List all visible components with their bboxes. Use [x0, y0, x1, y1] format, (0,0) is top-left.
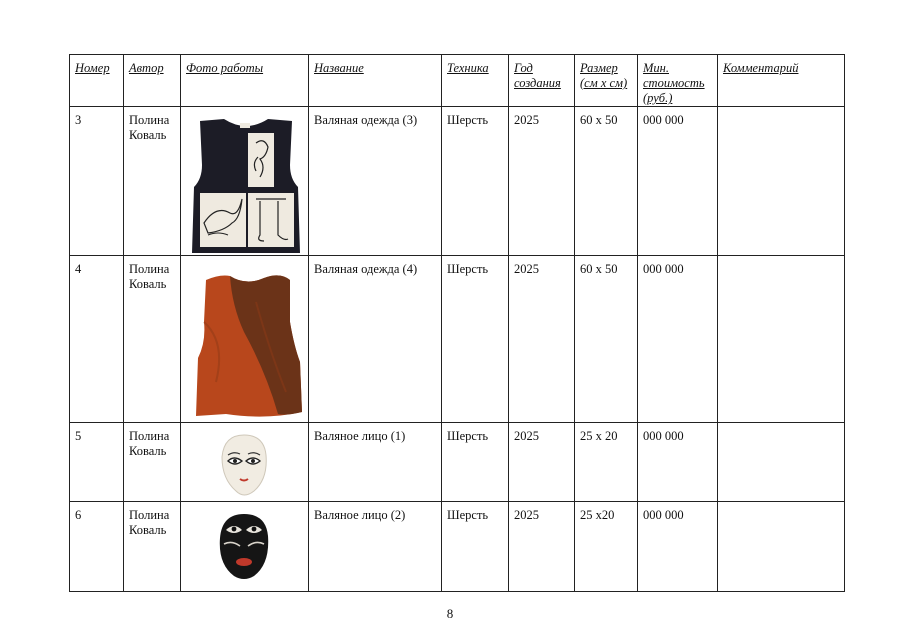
felted-face-white-icon — [214, 429, 274, 501]
cell-title: Валяное лицо (2) — [309, 502, 442, 592]
table-row — [70, 107, 845, 256]
cell-number: 3 — [70, 107, 124, 256]
felted-vest-black-white-icon — [186, 113, 306, 255]
cell-price: 000 000 — [638, 423, 718, 502]
header-author: Автор — [124, 55, 181, 107]
cell-photo — [181, 256, 309, 423]
table-row — [70, 502, 845, 592]
cell-size: 25 х 20 — [575, 423, 638, 502]
cell-photo — [181, 502, 309, 592]
header-technique: Техника — [442, 55, 509, 107]
felted-vest-orange-brown-icon — [186, 262, 312, 422]
cell-size: 25 х20 — [575, 502, 638, 592]
cell-year: 2025 — [509, 502, 575, 592]
cell-author: Полина Коваль — [124, 423, 181, 502]
cell-year: 2025 — [509, 107, 575, 256]
header-comment: Комментарий — [718, 55, 845, 107]
header-year: Год создания — [509, 55, 575, 107]
cell-technique: Шерсть — [442, 502, 509, 592]
cell-year: 2025 — [509, 423, 575, 502]
cell-price: 000 000 — [638, 107, 718, 256]
cell-author: Полина Коваль — [124, 502, 181, 592]
header-number: Номер — [70, 55, 124, 107]
cell-comment — [718, 423, 845, 502]
cell-number: 6 — [70, 502, 124, 592]
header-size: Размер (см х см) — [575, 55, 638, 107]
cell-comment — [718, 107, 845, 256]
felted-face-black-icon — [212, 508, 276, 584]
cell-author: Полина Коваль — [124, 256, 181, 423]
cell-size: 60 х 50 — [575, 256, 638, 423]
cell-title: Валяное лицо (1) — [309, 423, 442, 502]
cell-price: 000 000 — [638, 256, 718, 423]
header-title: Название — [309, 55, 442, 107]
cell-comment — [718, 256, 845, 423]
cell-comment — [718, 502, 845, 592]
header-photo: Фото работы — [181, 55, 309, 107]
cell-technique: Шерсть — [442, 256, 509, 423]
header-price: Мин. стоимость (руб.) — [638, 55, 718, 107]
cell-author: Полина Коваль — [124, 107, 181, 256]
cell-price: 000 000 — [638, 502, 718, 592]
page-number: 8 — [446, 606, 454, 621]
cell-title: Валяная одежда (3) — [309, 107, 442, 256]
cell-number: 4 — [70, 256, 124, 423]
cell-technique: Шерсть — [442, 423, 509, 502]
cell-size: 60 х 50 — [575, 107, 638, 256]
cell-photo — [181, 423, 309, 502]
table-header-row — [70, 55, 845, 107]
cell-number: 5 — [70, 423, 124, 502]
cell-technique: Шерсть — [442, 107, 509, 256]
cell-photo — [181, 107, 309, 256]
table-row — [70, 256, 845, 423]
table-row — [70, 423, 845, 502]
cell-title: Валяная одежда (4) — [309, 256, 442, 423]
artwork-catalog-table — [69, 54, 845, 592]
cell-year: 2025 — [509, 256, 575, 423]
